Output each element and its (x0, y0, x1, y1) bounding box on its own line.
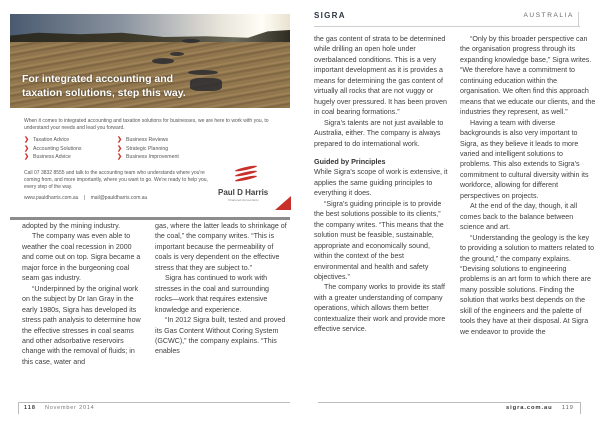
article-paragraph: “In 2012 Sigra built, tested and proved its Gas Content Without Coring System (GCWC),” the company explains. “This enables (155, 316, 286, 356)
photo-footprint (152, 58, 174, 64)
ad-website-link[interactable]: www.pauldharris.com.au (24, 195, 79, 201)
article-paragraph: Sigra’s talents are not just available to Australia, either. The company is always prepared to do international work. (314, 118, 444, 148)
article-column-right-1 (314, 34, 448, 335)
ad-photo-beach-footprints (10, 14, 290, 108)
photo-footprint (170, 52, 184, 56)
service-label: Business Improvement (126, 154, 179, 160)
footer-tick (580, 402, 581, 414)
article-paragraph: Sigra has continued to work with stresses in the coal and surrounding rocks—work that requires extensive knowledge and experience. (155, 274, 269, 314)
article-paragraph: The company works to provide its staff with a greater understanding of company operations, which allows them better contextualize their work and provide more effective service. (314, 283, 446, 334)
ad-email-link[interactable]: mail@pauldharris.com.au (90, 195, 148, 201)
chevron-right-icon: ❯ (24, 145, 30, 152)
article-column-left-1 (22, 221, 142, 367)
photo-footprint (182, 39, 200, 43)
ad-contact-line (24, 195, 147, 201)
header-region: AUSTRALIA (523, 12, 574, 19)
issue-date: November 2014 (45, 405, 95, 411)
service-label: Accounting Solutions (33, 145, 82, 152)
footer-rule (18, 402, 290, 403)
service-label: Strategic Planning (126, 145, 169, 152)
page-number: 118 (24, 405, 36, 411)
logo-name: Paul D Harris (218, 188, 269, 197)
service-item (117, 137, 168, 144)
page-number: 119 (562, 405, 574, 411)
service-label: Business Advice (33, 154, 71, 160)
chevron-right-icon: ❯ (117, 145, 123, 152)
footer-rule (318, 402, 580, 403)
service-label: Business Reviews (126, 137, 169, 143)
header-tick (578, 12, 579, 26)
article-paragraph: the gas content of strata to be determined while drilling an open hole under overbalanced conditions. This is a very important development as it is provides a means for determining the gas content of virtually all rocks that are not vuggy or hugely over pressured. It has been proven in coal bearing formations.” (314, 35, 447, 117)
article-column-right-2 (460, 34, 596, 337)
service-item (117, 146, 168, 153)
article-paragraph: adopted by the mining industry. (22, 222, 121, 230)
photo-footprint (190, 78, 222, 91)
article-paragraph: “Understanding the geology is the key to providing a solution to matters related to the ground,” the company explains. “Devising solutions to engineering problems is an art form to which there are many possible solutions. Finding the solution that works best depends on the skill of the engineers and the palette of tools they have at their disposal. At Sigra we endeavor to provide the (460, 233, 595, 336)
header-rule (314, 26, 580, 27)
article-paragraph: gas, where the latter leads to shrinkage of the coal,” the company writes. “This is important because the permeability of coals is very dependent on the effective stress that they are subject to.” (155, 222, 287, 272)
ad-headline-line: taxation solutions, step this way. (22, 87, 186, 99)
logo-tagline: Chartered Accountants (228, 198, 259, 202)
section-subheading: Guided by Principles (314, 156, 386, 166)
ad-call-text: Call 07 3832 8555 and talk to the accounting team who understands where you're coming from, and more importantly, where you want to go. We're ready to help you, every step of the way. (24, 170, 208, 190)
ad-intro-text: When it comes to integrated accounting and taxation solutions for businesses, we are here to work with you, to understand your needs and lead you forward. (24, 118, 269, 131)
paul-d-harris-logo-icon (235, 167, 257, 185)
ad-headline (22, 72, 186, 100)
chevron-right-icon: ❯ (117, 137, 123, 143)
header-brand: SIGRA (314, 11, 346, 20)
service-item (24, 154, 71, 161)
article-paragraph: “Sigra’s guiding principle is to provide the best solutions possible to its clients,” the company writes. “This means that the solution must be feasible, sustainable, appropriate and economically sound, within the context of the best environmental and health and safety objectives.” (314, 199, 444, 281)
contact-separator: | (83, 195, 86, 201)
article-paragraph: “Only by this broader perspective can the organisation progress through its expanding knowledge base,” Sigra writes. “We therefore have a commitment to continuing education within the organisation. We often find this approach means that we educate our clients, and the industries they represent, as well.” (460, 35, 596, 117)
article-paragraph: At the end of the day, though, it all comes back to the balance between science and art. (460, 202, 578, 232)
chevron-right-icon: ❯ (117, 154, 123, 160)
footer-website-link[interactable]: sigra.com.au (506, 405, 553, 411)
photo-footprint (188, 70, 218, 75)
article-paragraph: While Sigra’s scope of work is extensive, it applies the same guiding principles to everything it does. (314, 168, 448, 198)
service-label: Taxation Advice (33, 137, 70, 143)
service-item (24, 146, 81, 153)
article-paragraph: “Underpinned by the original work on the subject by Dr Ian Gray in the early 1980s, Sigra has developed its stress path analysis to determine how the effective stresses in coal seams and other adsorbative reservoirs change with the removal of fluids; in this case, water and (22, 284, 141, 366)
ad-divider (10, 217, 290, 220)
article-paragraph: Having a team with diverse backgrounds is also very important to Sigra, as they believe it leads to more varied and intelligent solutions to problems. This also extends to Sigra’s commitment to cultural diversity within its workforce, allowing for different perspectives on projects. (460, 118, 589, 200)
corner-triangle-icon (275, 196, 291, 210)
article-paragraph: The company was even able to weather the coal recession in 2000 and come out on top. Sigra became a major force in the burgeoning coal seam gas industry. (22, 232, 141, 283)
article-column-left-2 (155, 221, 287, 357)
footer-tick (18, 402, 19, 414)
chevron-right-icon: ❯ (24, 137, 30, 143)
chevron-right-icon: ❯ (24, 154, 30, 160)
ad-headline-line: For integrated accounting and (22, 73, 174, 85)
right-page (300, 0, 600, 424)
service-item (117, 154, 179, 161)
service-item (24, 137, 69, 144)
